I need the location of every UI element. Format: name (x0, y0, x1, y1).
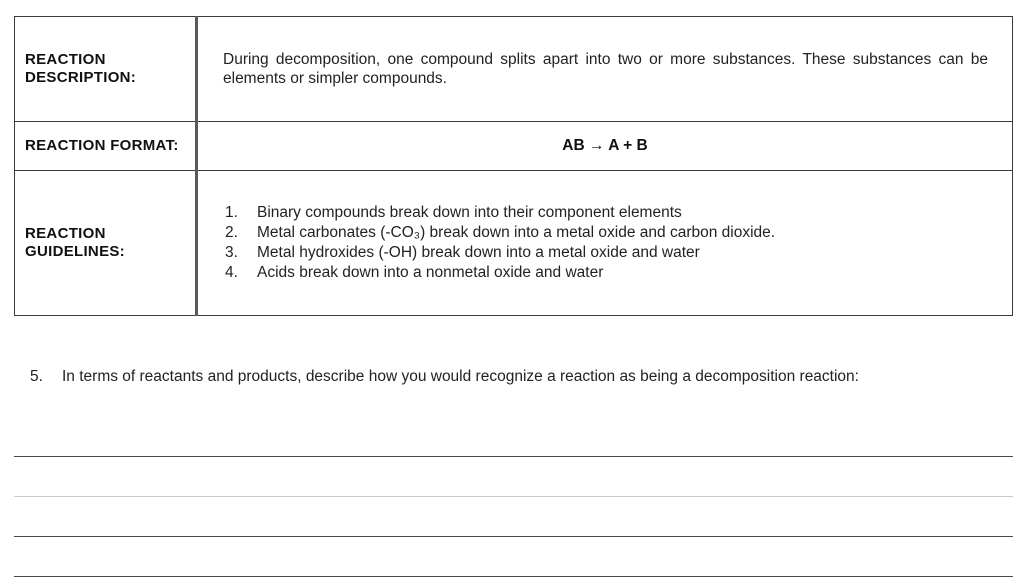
guidelines-label: REACTION GUIDELINES: (15, 171, 197, 316)
guideline-text: Acids break down into a nonmetal oxide and water (257, 264, 604, 281)
guideline-item (225, 203, 1012, 223)
answer-line[interactable] (14, 496, 1013, 497)
format-row (15, 122, 1013, 171)
answer-line[interactable] (14, 576, 1013, 577)
guideline-number: 4. (225, 264, 238, 281)
description-text: During decomposition, one compound splits apart into two or more substances. These substances can be elements or simpler compounds. (197, 17, 1013, 122)
guideline-text: Metal carbonates (-CO₃) break down into a metal oxide and carbon dioxide. (257, 224, 776, 241)
reaction-info-table (14, 16, 1013, 316)
guideline-number: 3. (225, 244, 238, 261)
guideline-item (225, 243, 1012, 263)
question-text: In terms of reactants and products, describe how you would recognize a reaction as being a decomposition reaction: (62, 368, 859, 385)
guidelines-cell (197, 171, 1013, 316)
format-label: REACTION FORMAT: (15, 122, 197, 171)
question-number: 5. (30, 368, 43, 385)
guideline-number: 1. (225, 204, 238, 221)
guidelines-row (15, 171, 1013, 316)
guidelines-list (225, 203, 1012, 283)
format-formula: AB → A + B (197, 122, 1013, 171)
guideline-number: 2. (225, 224, 238, 241)
description-row (15, 17, 1013, 122)
question-5 (30, 367, 960, 387)
guideline-text: Binary compounds break down into their component elements (257, 204, 682, 221)
guideline-item (225, 263, 1012, 283)
answer-line[interactable] (14, 536, 1013, 537)
guideline-text: Metal hydroxides (-OH) break down into a metal oxide and water (257, 244, 700, 261)
answer-line[interactable] (14, 456, 1013, 457)
guideline-item (225, 223, 1012, 243)
description-label: REACTION DESCRIPTION: (15, 17, 197, 122)
